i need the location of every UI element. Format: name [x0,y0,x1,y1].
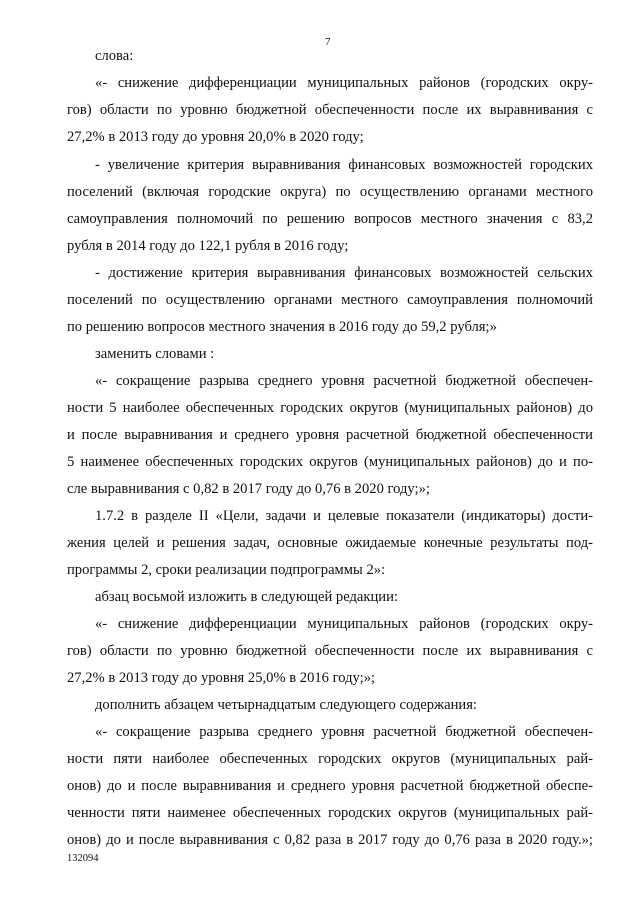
text-line: 27,2% в 2013 году до уровня 25,0% в 2016 году;»; [67,670,376,686]
text-line: ности 5 наиболее обеспеченных городских округов (муниципальных районов) до [67,400,593,416]
text-line: 27,2% в 2013 году до уровня 20,0% в 2020 году; [67,129,364,145]
text-line: ченности пяти наименее обеспеченных городских округов (муниципальных рай- [67,805,593,821]
text-line: заменить словами : [95,346,215,362]
text-line: «- снижение дифференциации муниципальных районов (городских окру- [95,616,593,632]
text-line: жения целей и решения задач, основные ожидаемые конечные результаты под- [67,535,593,551]
document-code: 132094 [67,853,99,864]
text-line: - увеличение критерия выравнивания финансовых возможностей городских [95,157,593,173]
text-line: «- сокращение разрыва среднего уровня расчетной бюджетной обеспечен- [95,724,593,740]
text-line: онов) до и после выравнивания с 0,82 раза в 2017 году до 0,76 раза в 2020 году.»; [67,832,593,848]
text-line: самоуправления полномочий по решению вопросов местного значения с 83,2 [67,211,593,227]
text-line: «- снижение дифференциации муниципальных районов (городских окру- [95,75,593,91]
text-line: - достижение критерия выравнивания финансовых возможностей сельских [95,265,593,281]
text-line: по решению вопросов местного значения в 2016 году до 59,2 рубля;» [67,319,497,335]
text-line: ности пяти наиболее обеспеченных городских округов (муниципальных рай- [67,751,593,767]
text-line: рубля в 2014 году до 122,1 рубля в 2016 году; [67,238,349,254]
text-line: гов) области по уровню бюджетной обеспеченности после их выравнивания с [67,643,593,659]
text-line: и после выравнивания и среднего уровня расчетной бюджетной обеспеченности [67,427,593,443]
text-line: сле выравнивания с 0,82 в 2017 году до 0,76 в 2020 году;»; [67,481,430,497]
text-line: 1.7.2 в разделе II «Цели, задачи и целевые показатели (индикаторы) дости- [95,508,593,524]
text-line: абзац восьмой изложить в следующей редакции: [95,589,398,605]
text-line: дополнить абзацем четырнадцатым следующего содержания: [95,697,477,713]
text-line: поселений (включая городские округа) по осуществлению органами местного [67,184,593,200]
text-line: «- сокращение разрыва среднего уровня расчетной бюджетной обеспечен- [95,373,593,389]
text-line: поселений по осуществлению органами местного самоуправления полномочий [67,292,593,308]
text-line: онов) до и после выравнивания и среднего уровня расчетной бюджетной обеспе- [67,778,593,794]
text-line: 5 наименее обеспеченных городских округов (муниципальных районов) до и по- [67,454,593,470]
text-line: программы 2, сроки реализации подпрограммы 2»: [67,562,386,578]
page-number: 7 [325,36,331,48]
text-line: слова: [95,48,134,64]
text-line: гов) области по уровню бюджетной обеспеченности после их выравнивания с [67,102,593,118]
